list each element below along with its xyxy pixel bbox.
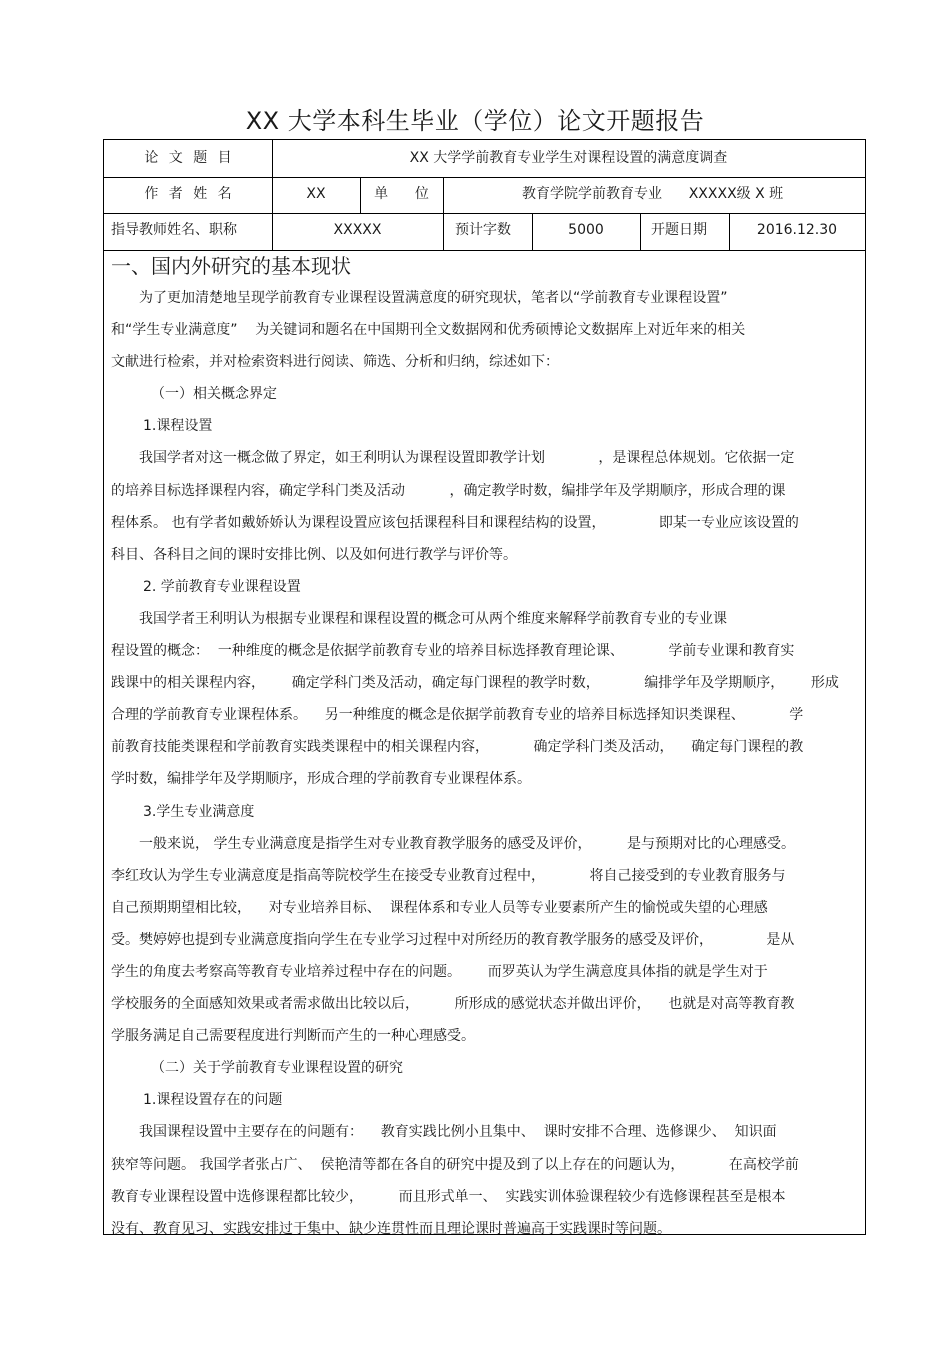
text-line: 没有、教育见习、实践安排过于集中、缺少连贯性而且理论课时普遍高于实践课时等问题。 bbox=[111, 1220, 671, 1237]
text-line: 我国课程设置中主要存在的问题有： 教育实践比例小且集中、 课时安排不合理、选修课少、 知识面 bbox=[139, 1124, 777, 1141]
subsection-heading: （二）关于学前教育专业课程设置的研究 bbox=[151, 1060, 403, 1077]
thesis-title-value: XX 大学学前教育专业学生对课程设置的满意度调查 bbox=[409, 150, 728, 166]
row-divider bbox=[104, 250, 865, 251]
numbered-heading: 2. 学前教育专业课程设置 bbox=[143, 578, 301, 595]
numbered-heading: 1.课程设置存在的问题 bbox=[143, 1092, 283, 1109]
text-line: 的培养目标选择课程内容，确定学科门类及活动 ，确定教学时数，编排学年及学期顺序，形成合理的课 bbox=[111, 482, 786, 499]
section-body bbox=[111, 282, 858, 1245]
text-line: 为了更加清楚地呈现学前教育专业课程设置满意度的研究现状，笔者以“学前教育专业课程设置” bbox=[139, 290, 728, 306]
section-heading: 一、国内外研究的基本现状 bbox=[111, 254, 351, 278]
numbered-heading: 3.学生专业满意度 bbox=[143, 803, 255, 820]
unit-value: 教育学院学前教育专业 XXXXX级 X 班 bbox=[522, 186, 784, 202]
text-line: 学校服务的全面感知效果或者需求做出比较以后， 所形成的感觉状态并做出评价， 也就是对高等教育教 bbox=[111, 996, 795, 1013]
text-line: 受。樊婷婷也提到专业满意度指向学生在专业学习过程中对所经历的教育教学服务的感受及评价， 是从 bbox=[111, 931, 795, 948]
advisor-label: 指导教师姓名、职称 bbox=[111, 222, 237, 238]
thesis-title-label: 论 文 题 目 bbox=[144, 150, 232, 166]
text-line: 践课中的相关课程内容， 确定学科门类及活动，确定每门课程的教学时数， 编排学年及学期顺序， 形成 bbox=[111, 675, 839, 692]
text-line: 我国学者王利明认为根据专业课程和课程设置的概念可从两个维度来解释学前教育专业的专业课 bbox=[139, 610, 727, 627]
report-title: XX 大学本科生毕业（学位）论文开题报告 bbox=[245, 107, 705, 135]
text-line: 学生的角度去考察高等教育专业培养过程中存在的问题。 而罗英认为学生满意度具体指的就是学生对于 bbox=[111, 963, 768, 980]
text-line: 文献进行检索，并对检索资料进行阅读、筛选、分析和归纳，综述如下： bbox=[111, 354, 559, 371]
row-divider bbox=[104, 213, 865, 214]
text-line: 狭窄等问题。 我国学者张占广、 侯艳清等都在各自的研究中提及到了以上存在的问题认为， 在高校学前 bbox=[111, 1156, 799, 1173]
col-divider bbox=[640, 213, 641, 250]
text-line: 教育专业课程设置中选修课程都比较少， 而且形式单一、 实践实训体验课程较少有选修课程甚至是根本 bbox=[111, 1188, 786, 1205]
text-line: 我国学者对这一概念做了界定，如王利明认为课程设置即教学计划 ，是课程总体规划。它依据一定 bbox=[139, 450, 795, 467]
text-line: 合理的学前教育专业课程体系。 另一种维度的概念是依据学前教育专业的培养目标选择知识类课程、 学 bbox=[111, 707, 804, 724]
col-divider bbox=[443, 177, 444, 250]
text-line: 一般来说， 学生专业满意度是指学生对专业教育教学服务的感受及评价， 是与预期对比的心理感受。 bbox=[139, 835, 796, 852]
author-label: 作 者 姓 名 bbox=[144, 186, 232, 202]
text-line: 科目、各科目之间的课时安排比例、以及如何进行教学与评价等。 bbox=[111, 546, 517, 563]
text-line: 程设置的概念： 一种维度的概念是依据学前教育专业的培养目标选择教育理论课、 学前专业课和教育实 bbox=[111, 643, 795, 660]
subsection-heading: （一）相关概念界定 bbox=[151, 386, 277, 403]
advisor-value: XXXXX bbox=[333, 222, 382, 238]
text-line: 李红玫认为学生专业满意度是指高等院校学生在接受专业教育过程中， 将自己接受到的专业教育服务与 bbox=[111, 867, 786, 884]
word-count-label: 预计字数 bbox=[455, 222, 511, 238]
author-value: XX bbox=[306, 186, 326, 202]
text-line: 学时数，编排学年及学期顺序，形成合理的学前教育专业课程体系。 bbox=[111, 771, 531, 788]
date-label: 开题日期 bbox=[651, 222, 707, 238]
word-count-value: 5000 bbox=[568, 222, 604, 238]
unit-label: 单 位 bbox=[374, 186, 429, 202]
text-line: 和“学生专业满意度” 为关键词和题名在中国期刊全文数据网和优秀硕博论文数据库上对近年来的相关 bbox=[111, 322, 746, 339]
text-line: 程体系。 也有学者如戴娇娇认为课程设置应该包括课程科目和课程结构的设置， 即某一专业应该设置的 bbox=[111, 514, 799, 531]
numbered-heading: 1.课程设置 bbox=[143, 418, 213, 435]
row-divider bbox=[104, 177, 865, 178]
text-line: 自己预期期望相比较， 对专业培养目标、 课程体系和专业人员等专业要素所产生的愉悦或失望的心理感 bbox=[111, 899, 768, 916]
text-line: 学服务满足自己需要程度进行判断而产生的一种心理感受。 bbox=[111, 1028, 475, 1045]
text-line: 前教育技能类课程和学前教育实践类课程中的相关课程内容， 确定学科门类及活动， 确定每门课程的教 bbox=[111, 739, 804, 756]
date-value: 2016.12.30 bbox=[756, 222, 838, 238]
